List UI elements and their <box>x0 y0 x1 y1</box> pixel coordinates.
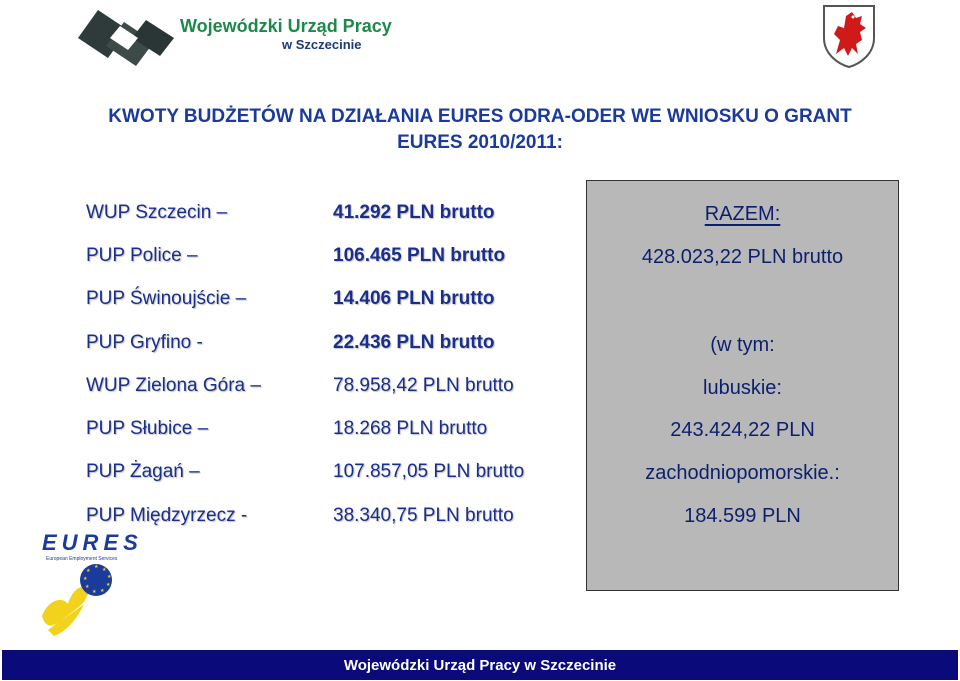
wup-logo-icon <box>76 8 176 66</box>
row-value-pup-zagan: 107.857,05 PLN brutto <box>333 461 525 482</box>
svg-text:★: ★ <box>83 576 88 582</box>
row-value-pup-gryfino: 22.436 PLN brutto <box>333 332 495 353</box>
svg-text:★: ★ <box>107 574 112 580</box>
eures-globe-icon <box>38 560 128 640</box>
row-label-wup-szczecin: WUP Szczecin – <box>86 202 228 223</box>
summary-region2-label: zachodniopomorskie.: <box>645 462 840 484</box>
row-value-pup-miedzyrzecz: 38.340,75 PLN brutto <box>333 505 514 526</box>
svg-text:★: ★ <box>102 567 107 573</box>
footer-text: Wojewódzki Urząd Pracy w Szczecinie <box>343 657 617 674</box>
row-label-pup-police: PUP Police – <box>86 245 198 266</box>
eures-logo-subtext: European Employment Services <box>46 556 118 562</box>
svg-text:★: ★ <box>86 568 91 574</box>
eures-logo-text: EURES <box>42 530 143 555</box>
summary-note: (w tym: <box>710 334 775 356</box>
row-value-wup-szczecin: 41.292 PLN brutto <box>333 202 495 223</box>
griffin-coat-of-arms-icon <box>822 4 876 68</box>
summary-total: 428.023,22 PLN brutto <box>641 246 844 268</box>
logo-title: Wojewódzki Urząd Pracy <box>180 16 392 36</box>
svg-text:★: ★ <box>100 588 105 594</box>
row-label-pup-swinoujscie: PUP Świnoujście – <box>86 288 247 309</box>
row-value-pup-police: 106.465 PLN brutto <box>333 245 506 266</box>
logo-subtitle: w Szczecinie <box>282 37 362 52</box>
title-line-1: KWOTY BUDŻETÓW NA DZIAŁANIA EURES ODRA-ODER WE WNIOSKU O GRANT <box>108 106 852 127</box>
row-label-pup-miedzyrzecz: PUP Międzyrzecz - <box>86 505 248 526</box>
page-title <box>0 104 960 156</box>
svg-text:★: ★ <box>92 589 97 595</box>
svg-text:★: ★ <box>94 564 99 570</box>
title-line-2: EURES 2010/2011: <box>397 132 563 153</box>
row-label-wup-zielona-gora: WUP Zielona Góra – <box>86 375 261 396</box>
summary-region2-value: 184.599 PLN <box>684 505 801 527</box>
row-label-pup-zagan: PUP Żagań – <box>86 461 200 482</box>
svg-text:★: ★ <box>106 582 111 588</box>
svg-text:★: ★ <box>85 584 90 590</box>
row-value-pup-slubice: 18.268 PLN brutto <box>333 418 488 439</box>
row-value-wup-zielona-gora: 78.958,42 PLN brutto <box>333 375 514 396</box>
summary-region1-label: lubuskie: <box>703 377 782 399</box>
row-value-pup-swinoujscie: 14.406 PLN brutto <box>333 288 495 309</box>
row-label-pup-slubice: PUP Słubice – <box>86 418 209 439</box>
row-label-pup-gryfino: PUP Gryfino - <box>86 332 203 353</box>
summary-heading: RAZEM: <box>704 203 781 225</box>
summary-region1-value: 243.424,22 PLN <box>670 419 815 441</box>
eures-logo <box>38 530 143 642</box>
